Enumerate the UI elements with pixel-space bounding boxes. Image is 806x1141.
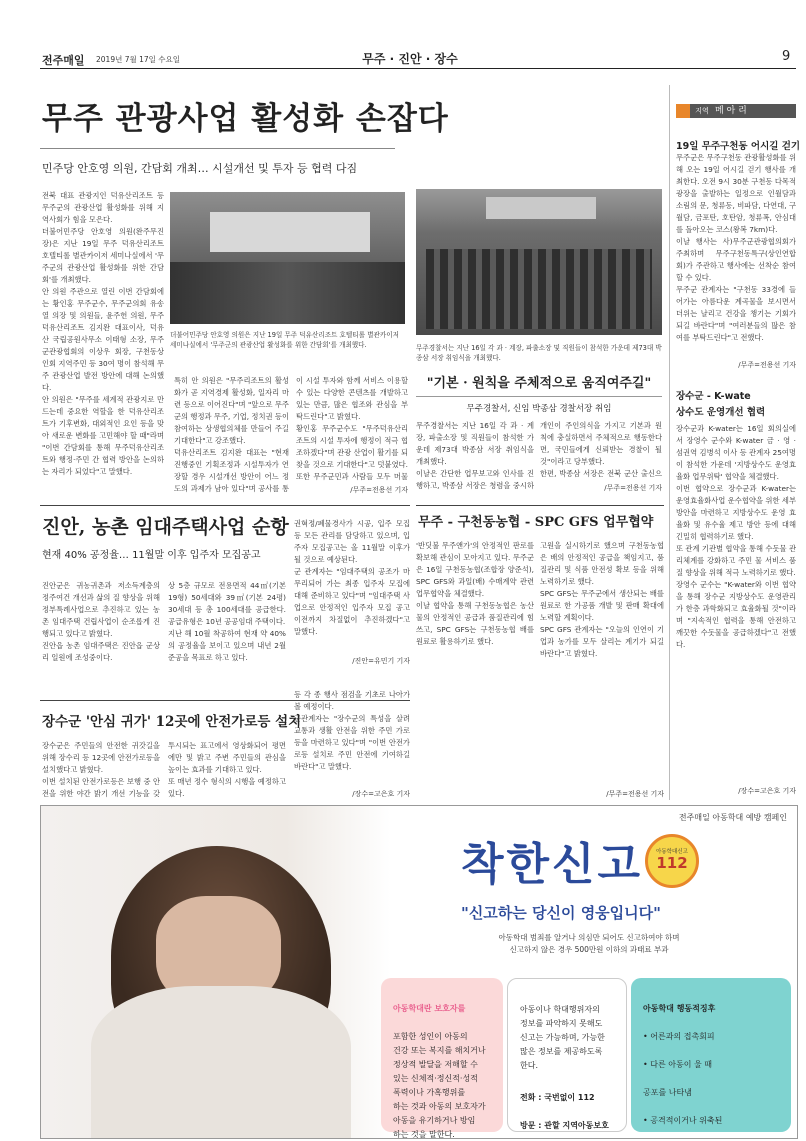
ad-box2-body: 아동이나 학대행위자의 정보를 파악하지 못해도 신고는 가능하며, 가능한 많은 정보를 제공하도록 한다. (520, 1005, 605, 1070)
main-headline: 무주 관광사업 활성화 손잡다 (42, 101, 449, 137)
ad-title: 착한신고 (461, 839, 644, 890)
housing-body-col2: 상 5층 규모로 전용면적 44㎡(기본 19형) 50세대와 39㎡(기본 24평) 30세대 등 총 100세대를 공급한다. 공급유형은 10년 공공임대 주택이다. 지난 해 10월 착공하여 현재 약 40%의 공정율을 보이고 있으며 내년 2월 준공을 목표로 하고 있다. (168, 581, 286, 662)
ad-box3-item: • 어른과의 접촉회피 (643, 1032, 715, 1041)
ad-campaign: 전주매일 아동학대 예방 캠페인 (678, 813, 787, 822)
masthead-paper: 전주매일 (42, 54, 85, 67)
meeting-photo (170, 192, 405, 324)
sidebar-item2-body: 장수군과 K-water는 16일 회의실에서 장영수 군수와 K-water 금 · 영 · 섬권역 김병석 이사 등 관계자 25여명이 참석한 가운데 '지방상수도 운영효율화 업무위탁' 협약을 체결했다. 이번 협약으로 장수군과 K-water는 운영효율화사업 운수협약을 위한 세부방안을 마련하고 지방상수도 운영 효율화 및 유수율 제고 방안 등에 대해 긴밀히 협력하기로 했다. 또 관계 기관별 협약을 통해 수돗물 관리체계를 강화하고 주민 물 서비스 품질 향상을 위해 적극 노력하기로 했다. 장영수 군수는 "K-water와 이번 협약을 통해 장수군 지방상수도 운영관리가 한층 과학화되고 효율화될 것"이라며 "지속적인 협력을 통해 안전하고 깨끗한 수돗물을 공급하겠다"고 전했다. (676, 424, 796, 649)
main-subhead: 민주당 안호영 의원, 간담회 개최… 시설개선 및 투자 등 협력 다짐 (42, 162, 358, 175)
main-body-col2: 특히 안 의원은 "무주리조트의 활성화가 곧 지역경제 활성화, 일자리 마련 등으로 이어진다"며 "앞으로 무주군의 행정과 무주, 기업, 정치권 등이 참여하는 상생협의체를 만들어 주길 기대한다"고 강조했다. 덕유산리조트 김지완 대표는 "현재 진행중인 기획조정과 시설투자가 연장할 경우 시설개선 방안이 어느 정도의 과제가 남아 있다"며 공사를 통 (174, 376, 289, 493)
sidebar-item2-title: 장수군 - K-wate (676, 391, 751, 402)
ad-box2-contact2: 방문 : 관할 지역아동보호 (520, 1121, 609, 1130)
safety-byline: /장수=고은호 기자 (352, 790, 410, 798)
spc-byline: /무주=전용선 기자 (606, 790, 664, 798)
safety-headline: 장수군 '안심 귀가' 12곳에 안전가로등 설치 (42, 714, 302, 730)
police-quote: "기본 · 원칙을 주체적으로 움직여주길" (426, 376, 652, 391)
ad-box-definition (381, 978, 503, 1139)
section-title: 무주 · 진안 · 장수 (362, 52, 458, 66)
ad-box3-title: 아동학대 행동적징후 (643, 1004, 716, 1013)
housing-byline: /진안=유민기 기자 (352, 657, 410, 665)
safety-body-col3: 등 각 종 행사 점검을 기초로 나아가 볼 예정이다. 군관계자는 "장수군의 특성을 살려 교통과 생활 안전을 위한 주민 가로등을 마련하고 있다"며 "이번 안전가로등 설치로 주민 안전에 기여하길 바란다"고 말했다. (294, 690, 410, 771)
housing-body-col1: 진안군은 귀농귀촌과 저소득계층의 정주여건 개선과 삶의 질 향상을 위해 정부특례사업으로 추진하고 있는 농촌 임대주택 건립사업이 순조롭게 진행되고 있다고 밝혔다. 진안읍 농촌 임대주택은 진안읍 군상리 일원에 조성중이다. (42, 581, 160, 662)
spc-headline: 무주 - 구천동농협 - SPC GFS 업무협약 (418, 515, 654, 530)
ad-desc1: 아동학대 범죄를 알거나 의심만 되어도 신고하여야 하며 (498, 933, 680, 942)
safety-body-col1: 장수군은 주민들의 안전한 귀갓길을 위해 장수리 등 12곳에 안전가로등을 설치했다고 밝혔다. 이번 설치된 안전가로등은 보행 중 안전을 위한 야간 밝기 개선 기능을 갖 (42, 741, 160, 798)
sidebar-item2-byline: /장수=고은호 기자 (738, 787, 796, 795)
ad-box3-item: 공포를 나타냄 (643, 1088, 692, 1097)
main-body-col1: 전북 대표 관광지인 덕유산리조트 등 무주군의 관광산업 활성화를 위해 지역사회가 힘을 모은다. 더불어민주당 안호영 의원(완주무진장)은 지난 19일 무주 덕유산리조트 호텔티롤 별관카이저 세미나실에서 '무주군의 관광산업 활성화를 위한 간담회'를 개최했다. 안 의원 주관으로 열린 이번 간담회에는 황인홍 무주군수, 무주군의회 유송열 의장 및 의원들, 윤주헌 의원, 무주 덕유산리조트 김지완 대표이사, 덕유산 국립공원사무소 이태형 소장, 무주군관광협회의 이상우 회장, 구천동상인회 지역주민 등 30여 명이 참석해 무주 관광산업 발전 방안에 대해 논의했다. 안 의원은 "무주를 세계적 관광지로 만드는데 중요한 역할을 한 덕유산리조트가 기후변화, 대외적인 요인 등을 맞아 새로운 변화를 고민해야 할 때"라며 "이번 간담회를 통해 무주덕유산리조트와 행정·주민 간 협력 방안을 논의하는 자리가 되었다"고 말했다. (42, 191, 164, 476)
sidebar-item1-body: 무주군은 무주구천동 관광활성화를 위해 오는 19일 어시길 걷기 행사를 개최한다. 오전 9시 30분 구천동 다목적광장을 출발하는 일정으로 인월담과 소림의 문, 청류동, 비파담, 다연대, 구월담, 금포탄, 호탄암, 청류폭, 안심대를 돌아오는 코스(왕복 7km)다. 이날 행사는 사)무주군관광협의회가 주최하며 무주구천동특구(상인연합회)가 주관하고 행사에는 선착순 참여할 수 있다. 무주군 관계자는 "구천동 33경에 들어가는 아름다운 계곡물을 보시면서 더위는 날리고 건강을 챙기는 기회가 되길 바란다"며 "여러분들의 많은 참여를 부탁드린다"고 전했다. (676, 153, 796, 342)
sidebar-item1-title: 19일 무주구천동 어시길 걷기 (676, 141, 801, 152)
housing-body-col3: 권혁정/폐물경사가 시공, 입주 모집 등 모든 관리를 담당하고 있으며, 입주자 모집공고는 올 11월말 이후가 될 것으로 예상된다. 군 관계자는 "임대주택의 공조가 마무리되어 가는 최종 입주자 모집에 대해 준비하고 있다"며 "임대주택 사업으로 안정적인 입주자 모집 공고 이전까지 차질없이 추진하겠다"고 말했다. (294, 519, 410, 636)
main-photo-caption: 더불어민주당 안호영 의원은 지난 19일 무주 덕유산리조트 호텔티롤 별관카이저 세미나실에서 '무주군의 관광산업 활성화를 위한 간담회'를 개최했다. (170, 331, 399, 349)
police-photo-caption: 무주경찰서는 지난 16일 각 과 · 계장, 파출소장 및 직원들이 참석한 가운데 제73대 박종삼 서장 취임식을 개최했다. (416, 344, 662, 362)
sidebar-tag (676, 104, 796, 118)
police-body-col2: 개인이 주인의식을 가지고 기본과 원칙에 충실하면서 주체적으로 행동한다면, 국민들에게 신뢰받는 경찰이 될 것"이라고 당부했다. 한편, 박종삼 서장은 전북 군산 출신으 (540, 421, 662, 478)
ad-slogan: "신고하는 당신이 영웅입니다" (461, 904, 661, 922)
hotline-label: 아동학대신고 (656, 849, 688, 855)
page-number: 9 (782, 49, 791, 64)
police-byline: /무주=전용선 기자 (604, 484, 662, 492)
sidebar-tag-label: 지역 (695, 107, 709, 115)
ad-box2-contact1: 전화 : 국번없이 112 (520, 1093, 595, 1102)
police-body-col1: 무주경찰서는 지난 16일 각 과 · 계장, 파출소장 및 직원들이 참석한 가운데 제73대 박종삼 서장 취임식을 개최했다. 이날은 간단한 업무보고와 인사를 진행하고, 박종삼 서장은 청렴을 중시하 (416, 421, 534, 490)
spc-body-col1: '반딧불 무주앤가'의 안정적인 판로를 확보해 관심이 모아지고 있다. 무주군은 16일 구천동농협(조합장 양준석), SPC GFS와 과일(배) 수매계약 관련 업무협약을 체결했다. 이날 협약을 통해 구천동농협은 농산물의 안정적인 공급과 품질관리에 힘쓰고, SPC GFS는 구천동농협 배를 원료로 활용하기로 했다. (416, 541, 534, 646)
hotline-badge (645, 834, 699, 888)
spc-body-col2: 고원을 실시하기로 했으며 구천동농협은 배의 안정적인 공급을 책임지고, 품질관리 및 식품 안전성 확보 등을 위해 노력하기로 했다. SPC GFS는 무주군에서 생산되는 배를 원료로 한 가공품 개발 및 판매 확대에 노력할 계획이다. SPC GFS 관계자는 "오늘의 인연이 기업과 농가를 모두 살리는 계기가 되길 바란다"고 밝혔다. (540, 541, 664, 658)
housing-subhead: 현재 40% 공정율… 11월말 이후 입주자 모집공고 (42, 550, 261, 561)
child-photo (41, 806, 391, 1138)
police-subhead: 무주경찰서, 신임 박종삼 경찰서장 취임 (466, 404, 612, 414)
ad-box1-body: 포함한 성인이 아동의 건강 또는 복지를 해치거나 정상적 발달을 저해할 수 있는 신체적·정신적·성적 폭력이나 가혹행위를 하는 것과 아동의 보호자가 아동을 유기하거나 방임 하는 것을 말한다. (393, 1032, 486, 1139)
housing-headline: 진안, 농촌 임대주택사업 순항 (42, 516, 289, 538)
ad-box1-title: 아동학대란 보호자를 (393, 1004, 466, 1013)
sidebar-item2-subtitle: 상수도 운영개선 협력 (676, 407, 766, 418)
ad-box3-item: • 공격적이거나 위축된 (643, 1116, 723, 1125)
ceremony-photo (416, 189, 662, 335)
sidebar-tag-title: 메 아 리 (715, 106, 747, 116)
ad-box-signs (631, 978, 791, 1132)
main-body-col3: 이 시설 투자와 함께 서비스 이용할 수 있는 다양한 콘텐츠를 개발하고 있는 만큼, 많은 협조와 관심을 부탁드린다"고 밝혔다. 황인홍 무주군수도 "무주덕유산리조트의 시설 투자에 행정이 적극 협조하겠다"며 관광 산업이 활기를 되찾을 것으로 기대한다"고 덧붙였다. 또한 무주군민과 사람들 모두 머물 (296, 376, 408, 481)
ad-box3-item: • 다른 아동이 울 때 (643, 1060, 712, 1069)
safety-body-col2: 투시되는 표고에서 영상화되어 평면에만 및 밝고 주변 주민들의 관심을 높이는 효과를 기대하고 있다. 또 매년 정수 형식의 시행을 예정하고 있다. (168, 741, 286, 798)
ad-box-report (507, 978, 627, 1132)
ad-panel (40, 805, 798, 1139)
masthead-date: 2019년 7월 17일 수요일 (96, 55, 181, 64)
ad-desc2: 신고하지 않은 경우 500만원 이하의 과태료 부과 (509, 945, 669, 954)
hotline-number: 112 (656, 854, 688, 872)
main-byline: /무주=전용선 기자 (350, 486, 408, 494)
header-rule (40, 68, 796, 69)
sidebar-item1-byline: /무주=전용선 기자 (738, 361, 796, 369)
